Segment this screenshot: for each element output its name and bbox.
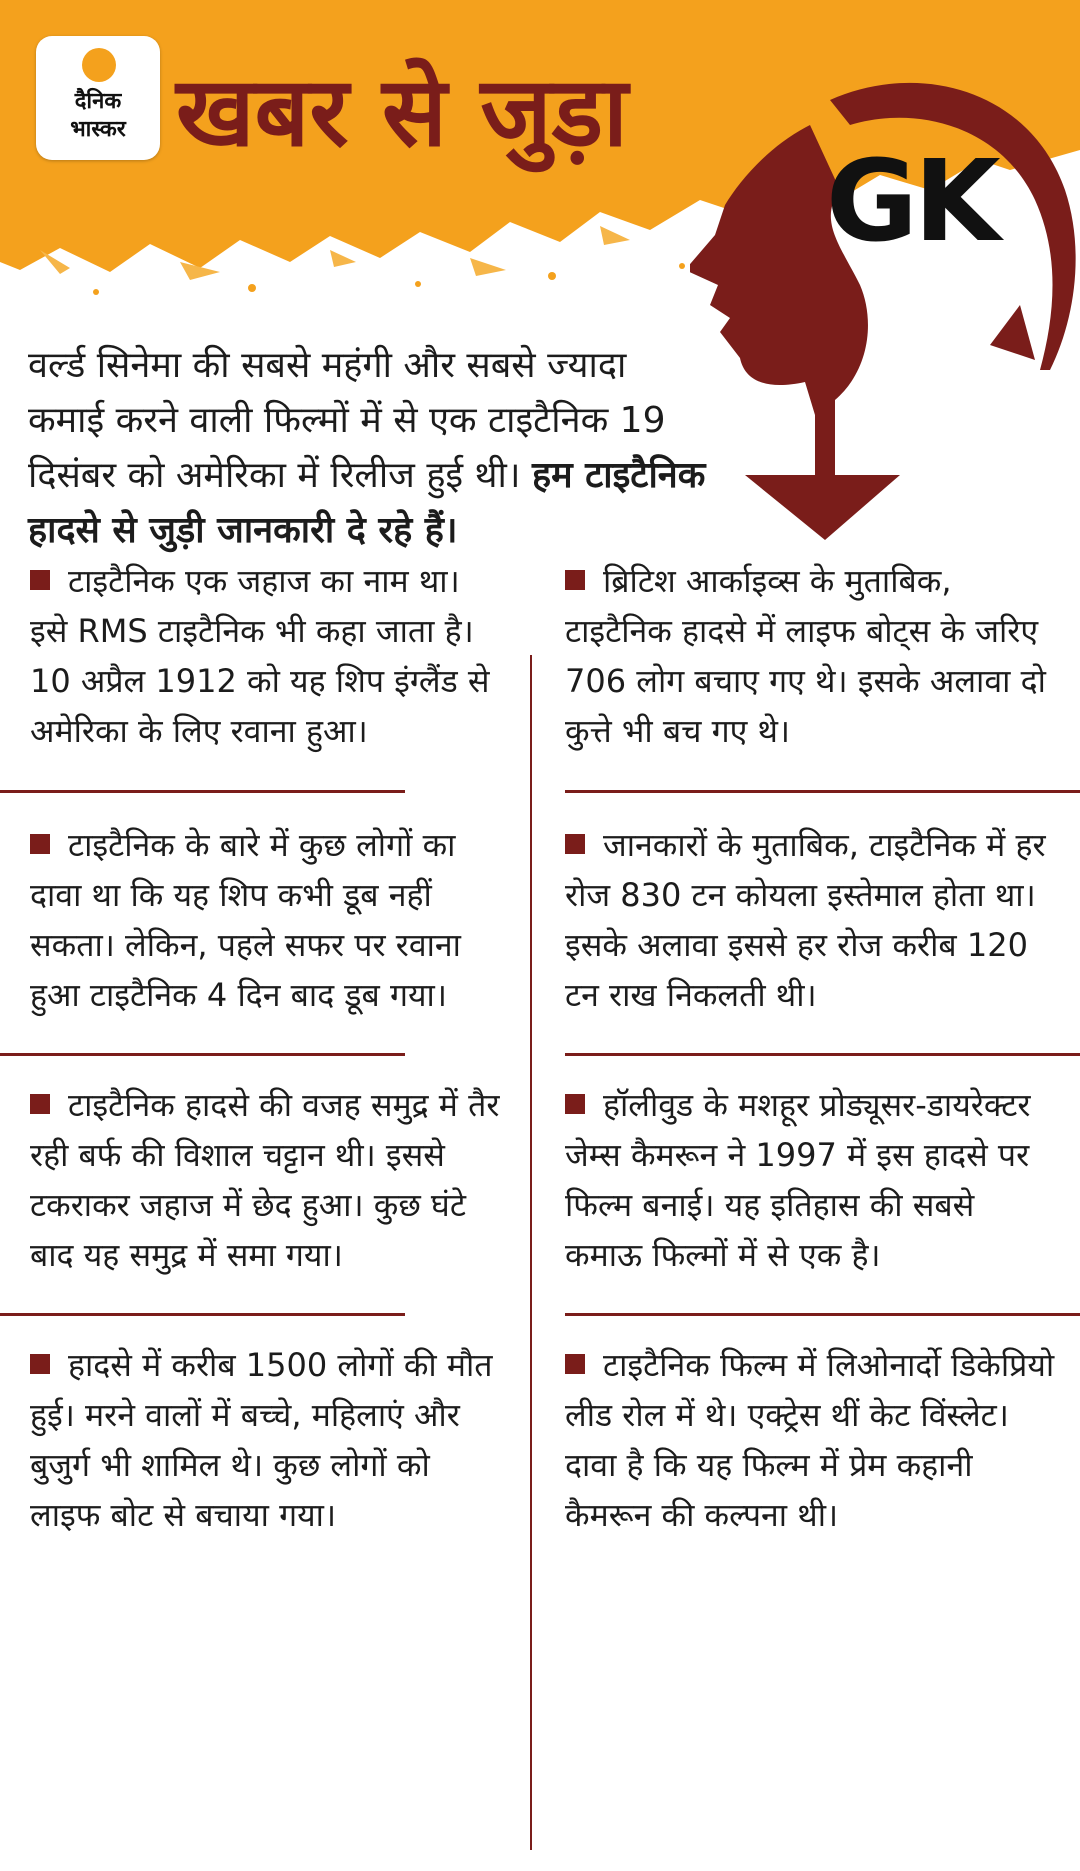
- fact-item: [30, 1080, 500, 1280]
- square-bullet-icon: [565, 570, 585, 590]
- fact-item: [30, 820, 500, 1020]
- gk-badge: GK: [826, 137, 997, 267]
- sun-icon: [82, 48, 116, 82]
- fact-item: [565, 1080, 1055, 1280]
- intro-paragraph: [28, 338, 708, 558]
- fact-text: हादसे में करीब 1500 लोगों की मौत हुई। मरने वालों में बच्चे, महिलाएं और बुजुर्ग भी शामिल थे। कुछ लोगों को लाइफ बोट से बचाया गया।: [30, 1346, 493, 1534]
- row-separator: [565, 790, 1080, 793]
- column-divider: [530, 655, 532, 1850]
- row-separator: [0, 1313, 405, 1316]
- square-bullet-icon: [30, 834, 50, 854]
- row-separator: [0, 1053, 405, 1056]
- fact-item: [30, 1340, 500, 1540]
- square-bullet-icon: [565, 1354, 585, 1374]
- square-bullet-icon: [30, 1354, 50, 1374]
- fact-text: हॉलीवुड के मशहूर प्रोड्यूसर-डायरेक्टर जेम्स कैमरून ने 1997 में इस हादसे पर फिल्म बनाई। यह इतिहास की सबसे कमाऊ फिल्मों में से एक है।: [565, 1086, 1031, 1274]
- fact-text: ब्रिटिश आर्काइव्स के मुताबिक, टाइटैनिक हादसे में लाइफ बोट्स के जरिए 706 लोग बचाए गए थे। इसके अलावा दो कुत्ते भी बच गए थे।: [565, 562, 1046, 750]
- row-separator: [565, 1313, 1080, 1316]
- intro-text: वर्ल्ड सिनेमा की सबसे महंगी और सबसे ज्यादा कमाई करने वाली फिल्मों में से एक टाइटैनिक 19 दिसंबर को अमेरिका में रिलीज हुई थी।: [28, 345, 666, 496]
- square-bullet-icon: [565, 1094, 585, 1114]
- intro-highlight: हम टाइटैनिक हादसे से जुड़ी जानकारी दे रहे हैं।: [28, 455, 706, 551]
- logo-text-line1: दैनिक: [74, 89, 122, 114]
- row-separator: [565, 1053, 1080, 1056]
- dainik-bhaskar-logo: [36, 36, 160, 160]
- logo-text-line2: भास्कर: [70, 117, 126, 142]
- fact-text: टाइटैनिक एक जहाज का नाम था। इसे RMS टाइटैनिक भी कहा जाता है। 10 अप्रैल 1912 को यह शिप इंग्लैंड से अमेरिका के लिए रवाना हुआ।: [30, 562, 490, 750]
- page-title: खबर से जुड़ा: [176, 56, 628, 168]
- fact-item: [565, 1340, 1055, 1540]
- fact-item: [565, 556, 1055, 756]
- square-bullet-icon: [30, 1094, 50, 1114]
- fact-item: [565, 820, 1055, 1020]
- fact-text: टाइटैनिक हादसे की वजह समुद्र में तैर रही बर्फ की विशाल चट्टान थी। इससे टकराकर जहाज में छेद हुआ। कुछ घंटे बाद यह समुद्र में समा गया।: [30, 1086, 500, 1274]
- fact-text: टाइटैनिक फिल्म में लिओनार्दो डिकेप्रियो लीड रोल में थे। एक्ट्रेस थीं केट विंस्लेट। दावा है कि यह फिल्म में प्रेम कहानी कैमरून की कल्पना थी।: [565, 1346, 1055, 1534]
- fact-item: [30, 556, 500, 756]
- fact-text: टाइटैनिक के बारे में कुछ लोगों का दावा था कि यह शिप कभी डूब नहीं सकता। लेकिन, पहले सफर पर रवाना हुआ टाइटैनिक 4 दिन बाद डूब गया।: [30, 826, 461, 1014]
- square-bullet-icon: [565, 834, 585, 854]
- square-bullet-icon: [30, 570, 50, 590]
- fact-text: जानकारों के मुताबिक, टाइटैनिक में हर रोज 830 टन कोयला इस्तेमाल होता था। इसके अलावा इससे हर रोज करीब 120 टन राख निकलती थी।: [565, 826, 1046, 1014]
- row-separator: [0, 790, 405, 793]
